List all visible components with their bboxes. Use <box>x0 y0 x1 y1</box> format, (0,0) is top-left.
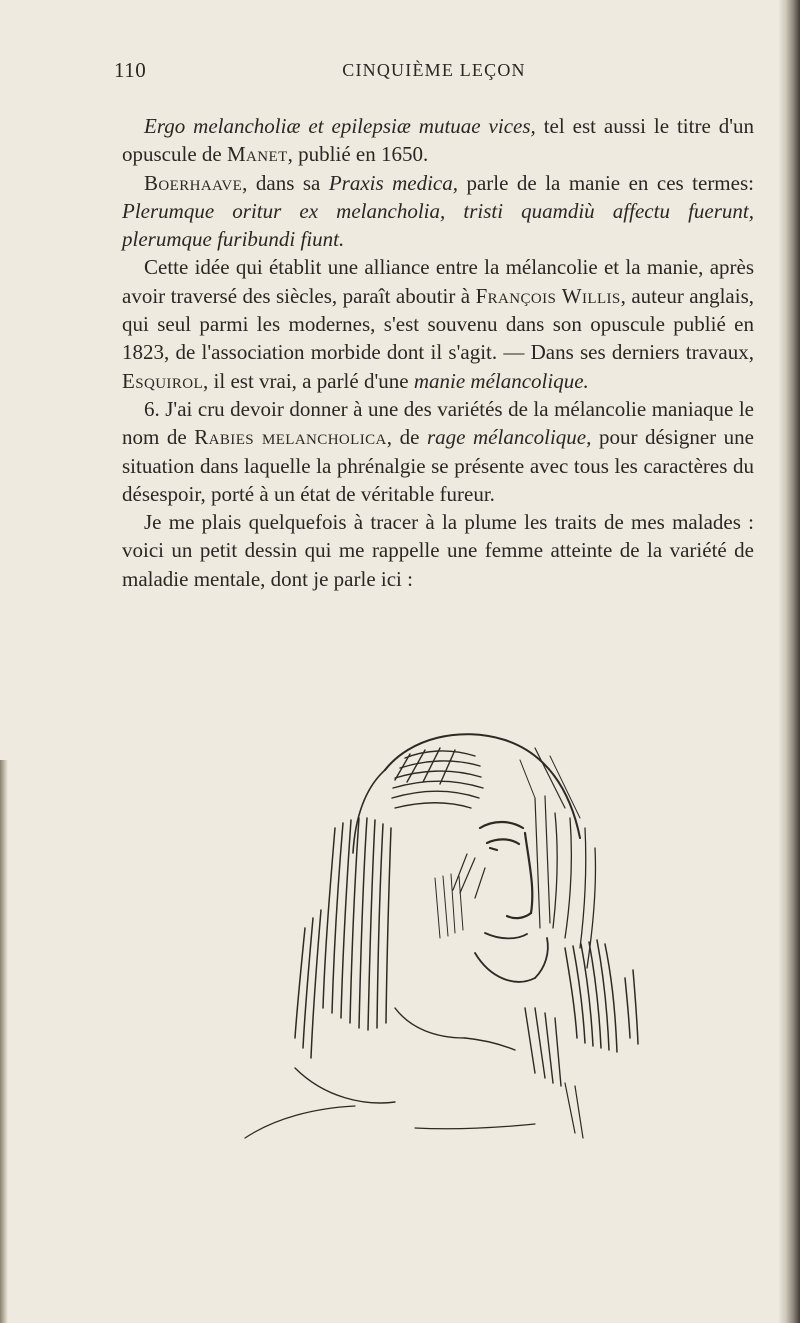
latin-title: Ergo melancholiæ et epilepsiæ mutuae vices, <box>144 114 536 138</box>
paragraph-2 <box>122 169 754 254</box>
text-run: pour désigner une situation dans laquelle la phrénalgie se présente avec tous les caractères du désespoir, porté à un état de véritable fureur. <box>122 425 755 506</box>
text-run: , de <box>386 425 427 450</box>
text-run: tel est aussi le titre d'un opuscule de <box>122 114 755 167</box>
text-run: , publié en 1650. <box>287 142 429 167</box>
author-name: Manet <box>226 142 288 167</box>
text-run: , dans sa <box>242 170 329 195</box>
work-title: Praxis medica, <box>328 170 458 195</box>
text-run: 6. J'ai cru devoir donner à une des variétés de la mélancolie maniaque le nom de <box>122 396 754 450</box>
paragraph-4 <box>122 395 754 508</box>
author-name: François Willis <box>475 283 621 308</box>
page-number: 110 <box>114 58 147 82</box>
text-run: , il est vrai, a parlé d'une <box>203 368 414 393</box>
latin-quote: Plerumque oritur ex melancholia, tristi quamdiù affectu fuerunt, plerumque furibundi fiunt. <box>122 198 754 252</box>
term-italic: rage mélancolique, <box>426 425 592 450</box>
author-name: Esquirol <box>122 368 204 393</box>
paragraph-1 <box>122 112 754 169</box>
text-run: parle de la manie en ces termes: <box>458 170 754 195</box>
text-run: Cette idée qui établit une alliance entre la mélancolie et la manie, après avoir traversé des siècles, paraît aboutir à <box>122 255 754 308</box>
sketch-illustration <box>235 678 665 1148</box>
text-run: Je me plais quelquefois à tracer à la plume les traits de mes malades : voici un petit dessin qui me rappelle une femme atteinte de la variété de maladie mentale, dont je parle ici : <box>122 510 754 591</box>
body-text <box>122 112 754 593</box>
pen-sketch-figure <box>235 678 665 1148</box>
running-title: CINQUIÈME LEÇON <box>342 60 526 80</box>
term-italic: manie mélancolique. <box>413 368 589 393</box>
author-name: Boerhaave <box>144 170 243 195</box>
running-header <box>114 58 754 88</box>
paragraph-5 <box>122 508 754 593</box>
term-small-caps: Rabies melancholica <box>194 425 387 450</box>
text-run: , auteur anglais, qui seul parmi les modernes, s'est souvenu dans son opuscule publié en 1823, de l'association morbide dont il s'agit. — Dans ses derniers travaux, <box>122 283 755 365</box>
paragraph-3 <box>122 253 754 394</box>
